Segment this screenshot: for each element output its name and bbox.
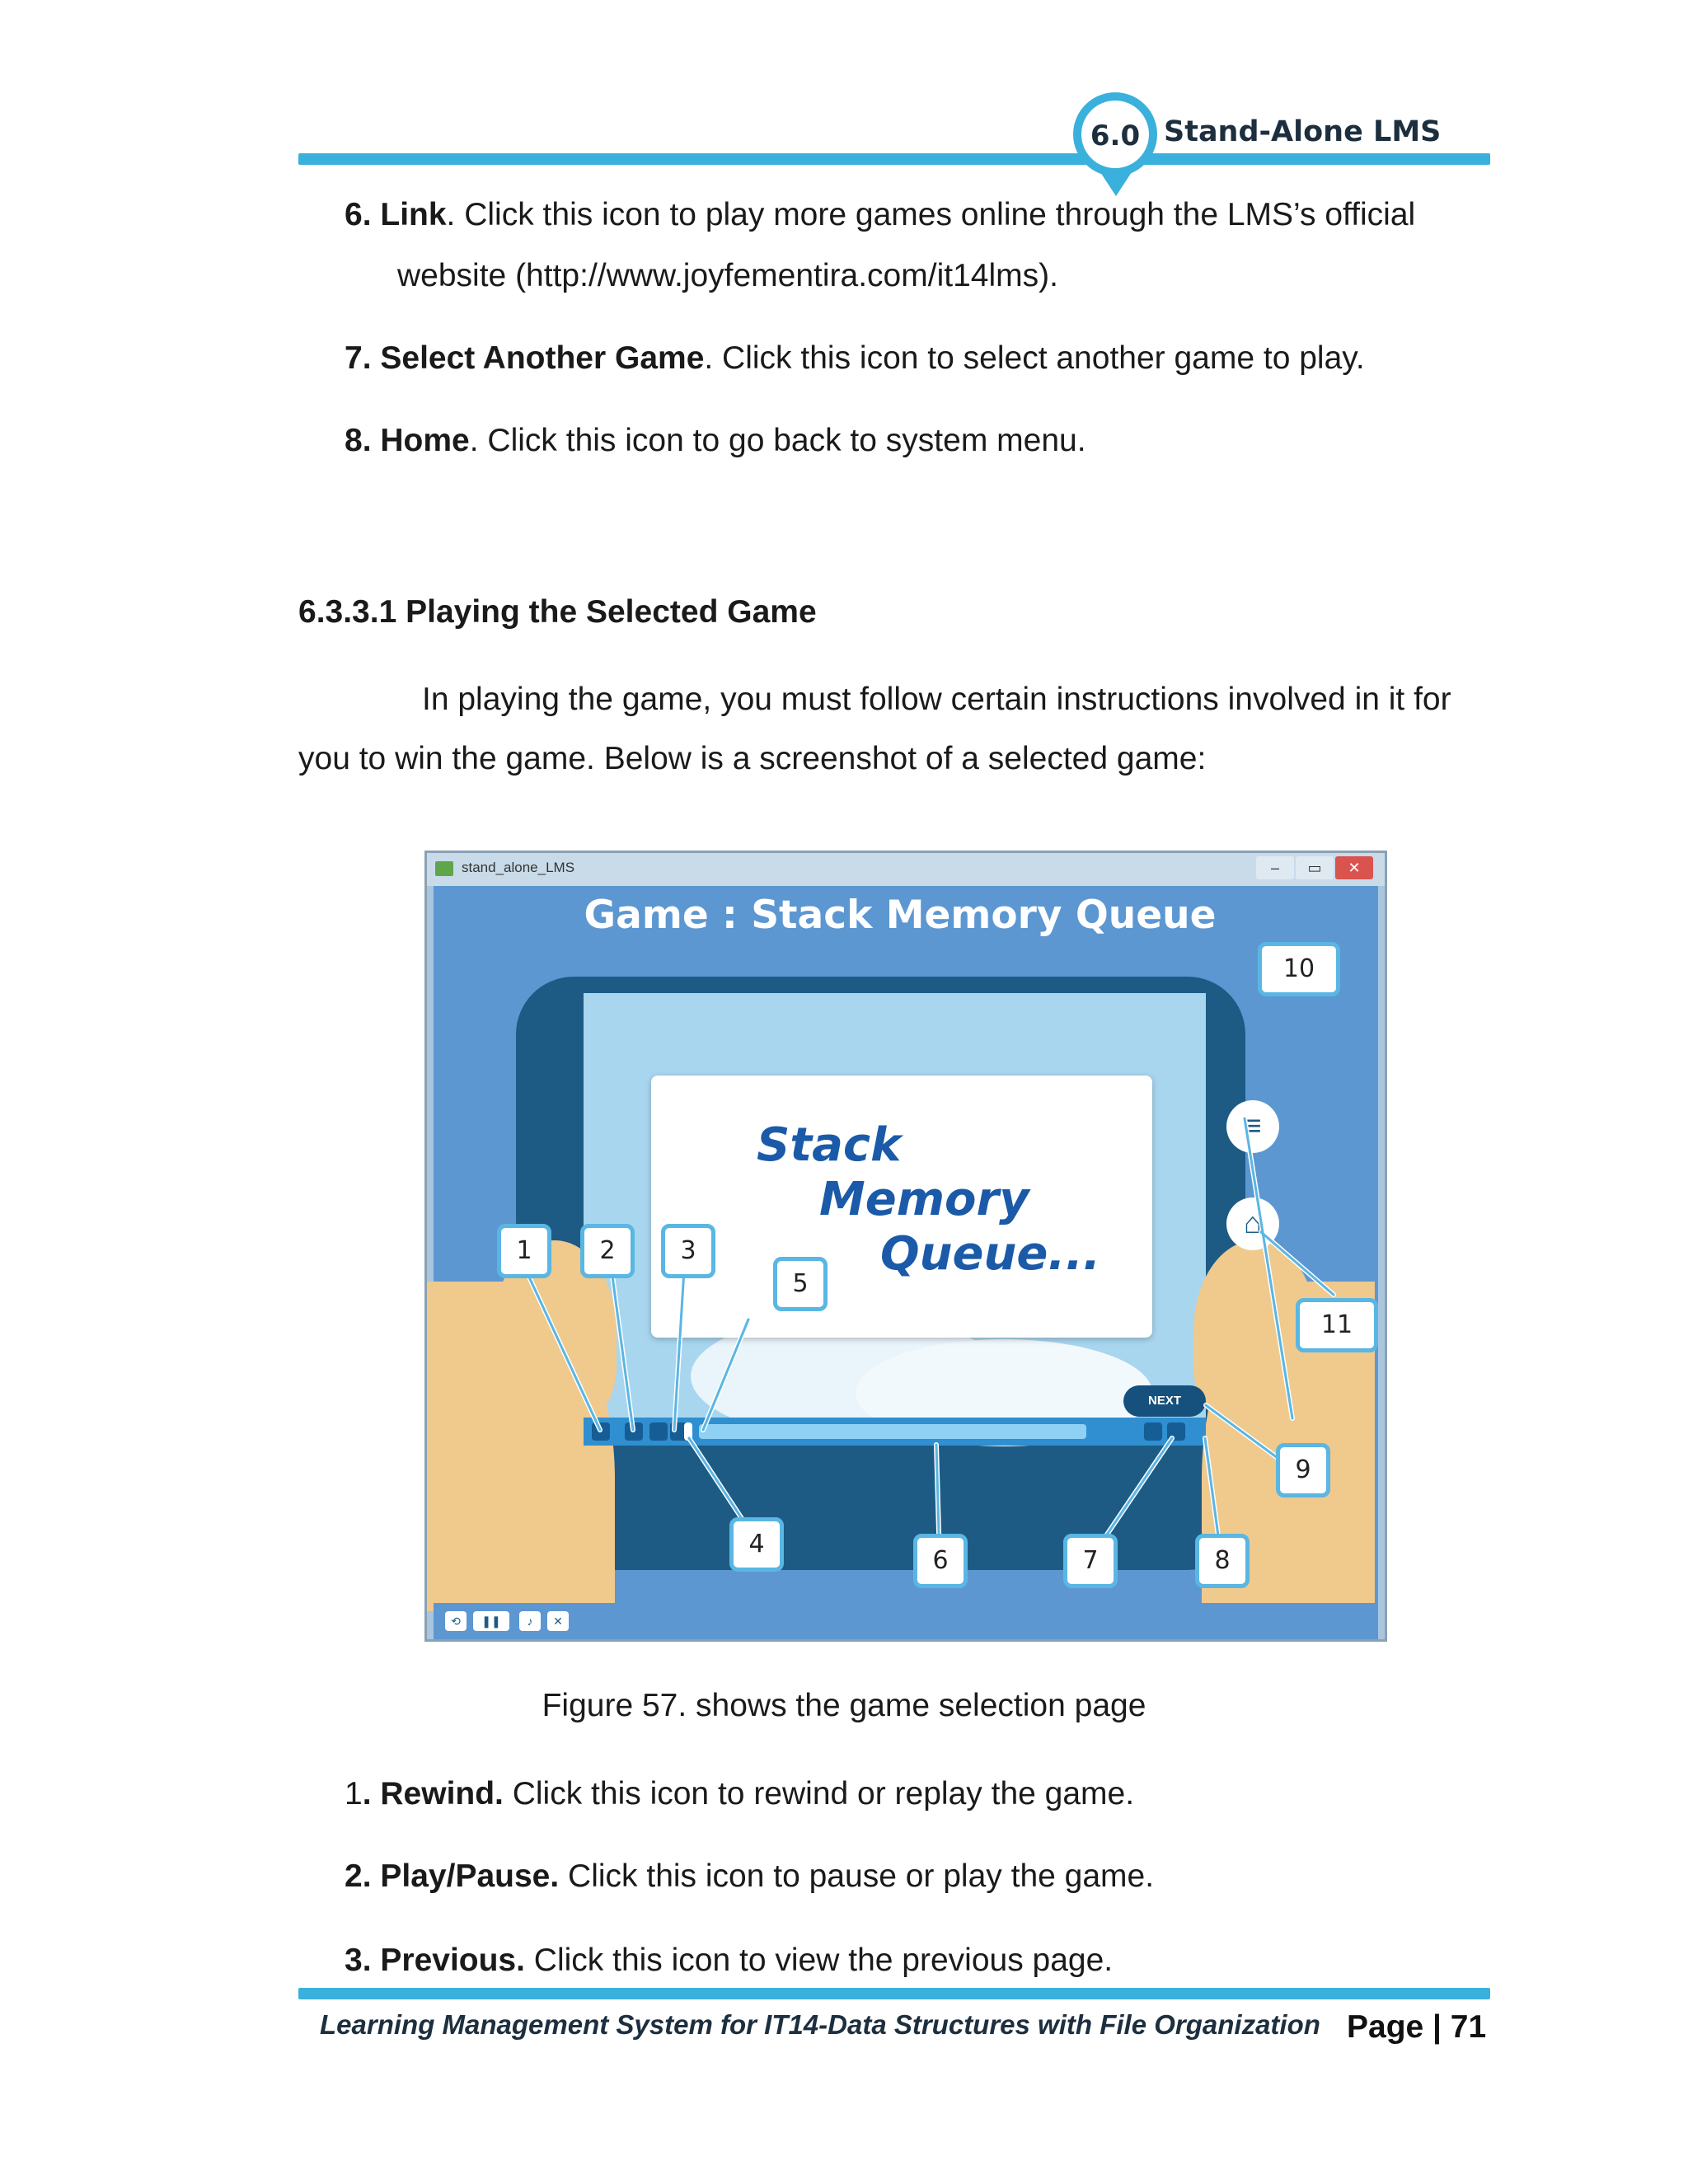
list-item (345, 194, 1415, 236)
volume-icon[interactable]: ♪ (519, 1611, 541, 1631)
list-item (345, 420, 1086, 462)
window-close-button[interactable]: ✕ (1335, 856, 1373, 879)
list-item-text: Click this icon to pause or play the game. (559, 1858, 1155, 1894)
list-item-continuation: website (http://www.joyfementira.com/it14lms). (397, 258, 1058, 293)
list-item (345, 1940, 1113, 1981)
list-item-number: 3. (345, 1943, 381, 1978)
list-item-text: . Click this icon to select another game to play. (704, 340, 1365, 376)
callout-7: 7 (1063, 1534, 1118, 1588)
callout-5: 5 (773, 1257, 828, 1311)
footer-title: Learning Management System for IT14-Data Structures with File Organization (320, 2009, 1320, 2040)
minimize-button[interactable]: – (1256, 856, 1294, 879)
footer-rule (298, 1988, 1490, 1999)
list-item-text: . Click this icon to go back to system menu. (469, 423, 1086, 458)
callout-4: 4 (729, 1517, 784, 1572)
close-icon[interactable]: ✕ (547, 1611, 569, 1631)
list-item-text: . Click this icon to play more games online through the LMS’s official (446, 197, 1416, 232)
callout-3: 3 (661, 1224, 715, 1278)
list-item-number: 8. (345, 423, 381, 458)
list-item-number: 1 (345, 1776, 363, 1811)
card-line: Queue... (880, 1227, 1101, 1281)
card-line: Memory (819, 1173, 1029, 1226)
list-item-term: Previous. (380, 1943, 525, 1978)
list-item-text: Click this icon to view the previous page. (524, 1943, 1114, 1978)
list-item-number: 2. (345, 1858, 381, 1894)
callout-2: 2 (580, 1224, 635, 1278)
list-item-text: Click this icon to rewind or replay the game. (503, 1776, 1135, 1811)
callout-10: 10 (1258, 942, 1340, 996)
paragraph-line: In playing the game, you must follow certain instructions involved in it for (422, 682, 1451, 717)
list-item-term: Select Another Game (380, 340, 705, 376)
paragraph-line: you to win the game. Below is a screenshot of a selected game: (298, 741, 1207, 776)
maximize-button[interactable]: ▭ (1296, 856, 1334, 879)
menu-icon[interactable]: ≡ (1226, 1100, 1279, 1153)
callout-8: 8 (1195, 1534, 1250, 1588)
list-item (345, 1856, 1154, 1897)
callout-9: 9 (1276, 1443, 1330, 1497)
list-item-term: Link (380, 197, 447, 232)
list-item (345, 1774, 1134, 1815)
card-line: Stack (757, 1118, 902, 1172)
list-item-term: Home (380, 423, 470, 458)
callout-leader-lines (427, 853, 1387, 1642)
list-item (345, 338, 1365, 379)
callout-6: 6 (913, 1534, 968, 1588)
game-title: Game : Stack Memory Queue (584, 893, 1217, 938)
rewind-icon[interactable]: ⟲ (445, 1611, 467, 1631)
list-item-term: . Rewind. (362, 1776, 504, 1811)
figure-caption: Figure 57. shows the game selection page (542, 1688, 1146, 1723)
next-button[interactable]: NEXT (1123, 1385, 1206, 1417)
section-heading: 6.3.3.1 Playing the Selected Game (298, 594, 817, 630)
header-rule (298, 153, 1490, 165)
page-number: Page | 71 (1347, 2009, 1487, 2045)
header-title: Stand-Alone LMS (1164, 115, 1442, 148)
list-item-number: 6. (345, 197, 381, 232)
home-icon[interactable]: ⌂ (1226, 1197, 1279, 1250)
game-screenshot (424, 851, 1387, 1642)
callout-1: 1 (497, 1224, 551, 1278)
pause-icon[interactable]: ❚❚ (473, 1611, 509, 1631)
list-item-number: 7. (345, 340, 381, 376)
window-title: stand_alone_LMS (462, 860, 575, 875)
callout-11: 11 (1296, 1298, 1378, 1352)
list-item-term: Play/Pause. (380, 1858, 560, 1894)
section-number: 6.0 (1090, 120, 1141, 152)
